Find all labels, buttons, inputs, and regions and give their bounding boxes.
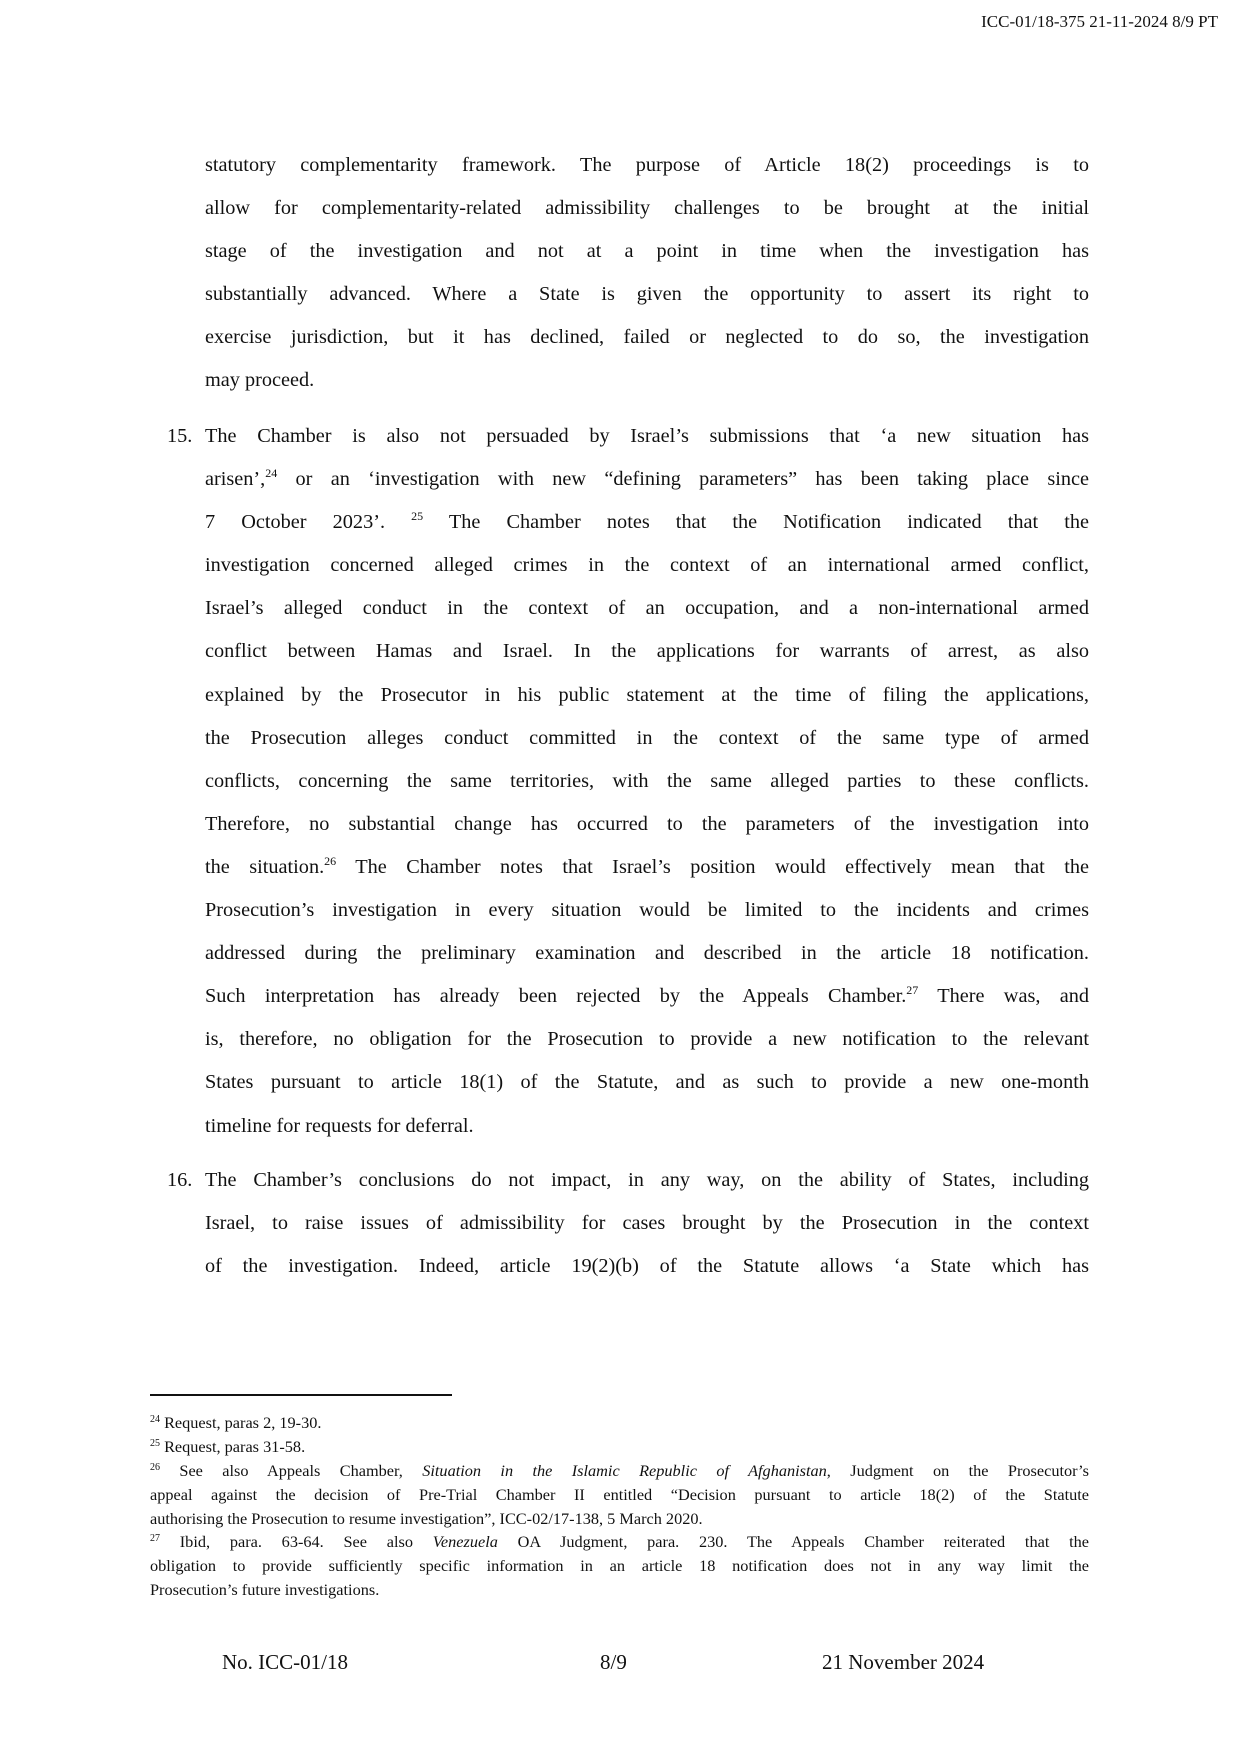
text-line xyxy=(205,760,1089,803)
text-run: Prosecution’s investigation in every situation would be limited to the incidents and crimes xyxy=(205,899,1089,922)
text-run: Prosecution’s future investigations. xyxy=(150,1580,380,1600)
paragraph-16 xyxy=(167,1159,1089,1288)
text-line xyxy=(205,359,1089,402)
text-run: appeal against the decision of Pre-Trial Chamber II entitled “Decision pursuant to article 18(2) of the Statute xyxy=(150,1484,1089,1504)
text-line xyxy=(205,144,1089,187)
text-run: The Chamber notes that Israel’s position would effectively mean that the xyxy=(336,855,1089,878)
text-run: exercise jurisdiction, but it has declined, failed or neglected to do so, the investigation xyxy=(205,326,1089,349)
text-line xyxy=(205,544,1089,587)
text-line xyxy=(205,630,1089,673)
footnote-line xyxy=(150,1435,1089,1459)
text-line xyxy=(205,1202,1089,1245)
text-run: the situation. xyxy=(205,855,325,878)
text-line xyxy=(205,501,1089,544)
text-run: investigation concerned alleged crimes in the context of an international armed conflict, xyxy=(205,554,1089,577)
paragraph-continued xyxy=(205,144,1089,403)
text-run: conflicts, concerning the same territories, with the same alleged parties to these conflicts. xyxy=(205,769,1089,792)
text-run: Therefore, no substantial change has occurred to the parameters of the investigation into xyxy=(205,812,1089,835)
text-line xyxy=(205,1018,1089,1061)
text-run: Israel, to raise issues of admissibility for cases brought by the Prosecution in the context xyxy=(205,1212,1089,1235)
text-run: Such interpretation has already been rejected by the Appeals Chamber. xyxy=(205,985,907,1008)
text-run: conflict between Hamas and Israel. In the applications for warrants of arrest, as also xyxy=(205,640,1089,663)
footnote-separator xyxy=(150,1394,452,1396)
footnote-line xyxy=(150,1459,1089,1483)
italic-text: Situation in the Islamic Republic of Afghanistan xyxy=(422,1460,827,1480)
footnote-reference: 24 xyxy=(150,1414,160,1425)
text-run: may proceed. xyxy=(205,369,315,392)
text-run: Israel’s alleged conduct in the context of an occupation, and a non-international armed xyxy=(205,597,1089,620)
footnote-line xyxy=(150,1483,1089,1507)
text-run: The Chamber notes that the Notification indicated that the xyxy=(423,511,1089,534)
footnote-reference: 25 xyxy=(150,1437,160,1449)
text-run: There was, and xyxy=(918,985,1089,1008)
text-run: addressed during the preliminary examination and described in the article 18 notification. xyxy=(205,942,1089,965)
footnote-line xyxy=(150,1507,1089,1531)
paragraph-15 xyxy=(167,415,1089,1148)
text-line xyxy=(205,587,1089,630)
footnote-line xyxy=(150,1530,1089,1554)
text-run: or an ‘investigation with new “defining parameters” has been taking place since xyxy=(277,468,1089,491)
text-run: explained by the Prosecutor in his public statement at the time of filing the applications, xyxy=(205,683,1089,706)
text-run: obligation to provide sufficiently specific information in an article 18 notification does not in any way limit the xyxy=(150,1556,1089,1576)
footnote-reference: 26 xyxy=(150,1461,160,1473)
footer-date: 21 November 2024 xyxy=(822,1650,985,1674)
text-line xyxy=(205,975,1089,1018)
text-line xyxy=(205,932,1089,975)
text-line xyxy=(205,803,1089,846)
text-line xyxy=(205,717,1089,760)
footnote-reference: 26 xyxy=(324,853,337,868)
footnote-reference: 25 xyxy=(411,509,424,524)
footnote-reference: 24 xyxy=(265,466,278,481)
footnote-reference: 27 xyxy=(906,983,919,998)
footnote-reference: 27 xyxy=(150,1533,160,1545)
footer-page-number: 8/9 xyxy=(600,1650,627,1674)
footnote-line xyxy=(150,1554,1089,1578)
text-line xyxy=(205,1061,1089,1104)
text-line xyxy=(205,316,1089,359)
text-line xyxy=(205,1105,1089,1148)
text-line xyxy=(205,1159,1089,1202)
text-run: See also Appeals Chamber, xyxy=(160,1460,423,1480)
text-run: stage of the investigation and not at a point in time when the investigation has xyxy=(205,240,1089,263)
text-run: OA Judgment, para. 230. The Appeals Chamber reiterated that the xyxy=(497,1532,1090,1552)
footnote-line xyxy=(150,1578,1089,1602)
text-line xyxy=(205,674,1089,717)
text-run: The Chamber is also not persuaded by Israel’s submissions that ‘a new situation has xyxy=(205,425,1089,447)
text-run: is, therefore, no obligation for the Prosecution to provide a new notification to the relevant xyxy=(205,1028,1089,1051)
text-run: statutory complementarity framework. The purpose of Article 18(2) proceedings is to xyxy=(205,154,1089,176)
footer-case-number: No. ICC-01/18 xyxy=(222,1650,348,1674)
text-run: 7 October 2023’. xyxy=(205,511,412,534)
text-line xyxy=(205,415,1089,458)
text-run: of the investigation. Indeed, article 19(2)(b) of the Statute allows ‘a State which has xyxy=(205,1255,1089,1278)
italic-text: Venezuela xyxy=(432,1532,498,1552)
text-line xyxy=(205,230,1089,273)
paragraph-number: 15. xyxy=(167,425,193,447)
text-line xyxy=(205,458,1089,501)
text-line xyxy=(205,187,1089,230)
document-reference-header: ICC-01/18-375 21-11-2024 8/9 PT xyxy=(981,12,1218,31)
text-run: Ibid, para. 63-64. See also xyxy=(160,1532,433,1552)
text-run: timeline for requests for deferral. xyxy=(205,1114,474,1137)
text-run: States pursuant to article 18(1) of the Statute, and as such to provide a new one-month xyxy=(205,1071,1089,1094)
text-line xyxy=(205,889,1089,932)
paragraph-number: 16. xyxy=(167,1169,193,1191)
text-run: authorising the Prosecution to resume investigation”, ICC-02/17-138, 5 March 2020. xyxy=(150,1508,703,1528)
footnotes xyxy=(150,1411,1089,1602)
text-run: substantially advanced. Where a State is given the opportunity to assert its right to xyxy=(205,283,1089,306)
text-run: arisen’, xyxy=(205,468,266,491)
text-run: Request, paras 2, 19-30. xyxy=(160,1413,322,1432)
text-run: The Chamber’s conclusions do not impact, in any way, on the ability of States, including xyxy=(205,1169,1089,1191)
text-run: , Judgment on the Prosecutor’s xyxy=(826,1460,1090,1480)
text-line xyxy=(205,273,1089,316)
text-line xyxy=(205,1245,1089,1288)
footnote-line xyxy=(150,1411,1089,1435)
text-line xyxy=(205,846,1089,889)
text-run: the Prosecution alleges conduct committed in the context of the same type of armed xyxy=(205,726,1089,749)
text-run: Request, paras 31-58. xyxy=(160,1436,306,1456)
text-run: allow for complementarity-related admissibility challenges to be brought at the initial xyxy=(205,197,1089,220)
